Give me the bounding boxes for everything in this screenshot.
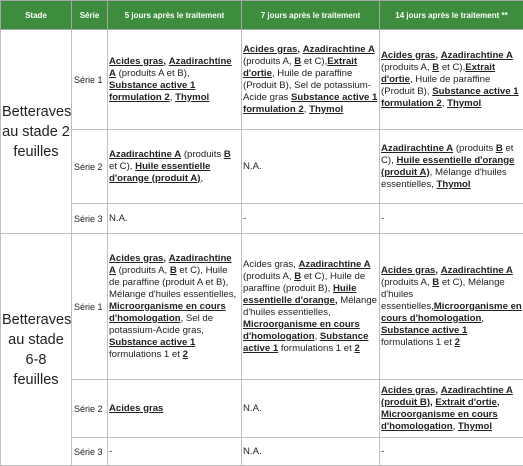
stage-2-feuilles: Betteraves au stade 2 feuilles (1, 30, 72, 234)
treatment-name: Substance active 1 (243, 330, 369, 354)
cell-text: , (200, 172, 204, 184)
cell-s6-j14: - (380, 438, 523, 466)
cell-text: et C), (179, 264, 203, 276)
cell-s3-j5: N.A. (108, 204, 242, 234)
treatment-name: Extrait d'ortie, (435, 396, 500, 408)
treatment-name: Azadirachtine A (302, 43, 375, 55)
cell-text: (produits A et B), (118, 67, 190, 79)
treatment-name: B (495, 142, 503, 154)
treatment-name: Azadirachtine A (109, 148, 182, 160)
cell-s6-j5: - (108, 438, 242, 466)
header-5-jours: 5 jours après le traitement (108, 1, 242, 30)
cell-text: (produits (183, 148, 222, 160)
serie-label: Série 2 (72, 130, 108, 204)
cell-text: (produits A, (381, 61, 430, 73)
table-row (1, 234, 523, 380)
treatment-name: B (294, 270, 302, 282)
treatment-name: Azadirachtine A (109, 55, 232, 79)
table-row (1, 130, 523, 204)
cell-text: et C), (441, 61, 466, 73)
stage-6-8-feuilles: Betteraves au stade 6-8 feuilles (1, 234, 72, 466)
cell-s4-j7 (242, 234, 380, 380)
cell-text: , (409, 73, 416, 85)
treatment-name: Azadirachtine A (440, 264, 513, 276)
treatment-name: Azadirachtine A (381, 142, 454, 154)
cell-s4-j14 (380, 234, 523, 380)
treatment-name: Thymol (447, 97, 482, 109)
cell-s1-j5 (108, 30, 242, 130)
cell-text: Huile de paraffine (produit B), (243, 270, 366, 294)
treatment-name: Thymol (309, 103, 344, 115)
treatment-name: Huile essentielle d'orange (produit A) (109, 160, 211, 184)
treatment-name: Substance active 1 formulation 2 (243, 91, 378, 115)
cell-s2-j5 (108, 130, 242, 204)
cell-s2-j14 (380, 130, 523, 204)
treatment-name: Microorganisme en cours d'homologation (381, 300, 522, 324)
cell-text: Huile de paraffine (Produit B), Sel de potassium-Acide gras (243, 67, 371, 103)
treatment-name: Acides gras (109, 402, 164, 414)
treatment-name: Acides gras, (109, 252, 167, 264)
treatment-name: Acides gras, (381, 264, 439, 276)
cell-s4-j5 (108, 234, 242, 380)
treatment-name: Microorganisme en cours d'homologation (109, 300, 226, 324)
cell-text: , (452, 420, 458, 432)
treatment-name: Acides gras, (381, 384, 439, 396)
treatment-name: Microorganisme en cours d'homologation (243, 318, 360, 342)
cell-s6-j7: N.A. (242, 438, 380, 466)
cell-text: , (429, 166, 436, 178)
treatment-name: Huile essentielle d'orange, (243, 282, 357, 306)
treatment-name: Thymol (457, 420, 493, 432)
header-7-jours: 7 jours après le traitement (242, 1, 380, 30)
serie-label: Série 3 (72, 438, 108, 466)
cell-text: , (441, 97, 448, 109)
cell-text: (produits A, (243, 55, 292, 67)
cell-text: et C), (303, 270, 328, 282)
cell-text: Huile de paraffine (produit A et B), Mélange d'huiles essentielles, (109, 264, 237, 300)
treatment-name: Substance active 1 formulation 2 (381, 85, 519, 109)
cell-text: formulations 1 et (109, 348, 180, 360)
treatment-name: B (169, 264, 177, 276)
cell-text: et C), (441, 276, 466, 288)
cell-text: , Sel de potassium-Acide gras, (109, 312, 214, 336)
treatment-name: 2 (454, 336, 460, 348)
table-row (1, 438, 523, 466)
treatment-name: Thymol (175, 91, 210, 103)
header-serie: Série (72, 1, 108, 30)
treatment-name: Extrait d'ortie (243, 55, 358, 79)
cell-text: , (169, 91, 176, 103)
cell-text: (produits A, (118, 264, 168, 276)
serie-label: Série 1 (72, 234, 108, 380)
treatment-name: Microorganisme en cours d'homologation (381, 408, 498, 432)
treatment-name: Azadirachtine A (109, 252, 232, 276)
treatment-name: B (223, 148, 231, 160)
treatment-name: Azadirachtine A (298, 258, 371, 270)
treatment-name: 2 (182, 348, 188, 360)
cell-s3-j7: - (242, 204, 380, 234)
cell-text: et C), (109, 160, 133, 172)
cell-text: Mélange d'huiles essentielles, (243, 294, 378, 318)
treatment-name: Azadirachtine A (440, 384, 513, 396)
treatment-name: Substance active 1 (109, 336, 196, 348)
cell-s5-j5 (108, 380, 242, 438)
treatment-name: Extrait d'ortie (381, 61, 496, 85)
cell-s1-j14 (380, 30, 523, 130)
cell-text: Mélange d'huiles essentielles, (381, 166, 507, 190)
cell-text: (produits (455, 142, 494, 154)
cell-text: Mélange d'huiles essentielles, (381, 276, 505, 312)
serie-label: Série 3 (72, 204, 108, 234)
treatment-name: Thymol (436, 178, 471, 190)
treatment-name: B (432, 61, 440, 73)
treatment-name: Substance active 1 (381, 324, 468, 336)
treatment-name: B (432, 276, 440, 288)
table-row (1, 380, 523, 438)
cell-text: , (271, 67, 278, 79)
header-row (1, 1, 523, 30)
treatment-name: Acides gras, (381, 49, 439, 61)
treatment-name: Huile essentielle d'orange (produit A) (381, 154, 515, 178)
cell-text: formulations 1 et (280, 342, 352, 354)
treatment-name: B (294, 55, 302, 67)
cell-text: Huile de paraffine (Produit B), (381, 73, 491, 97)
cell-s2-j7: N.A. (242, 130, 380, 204)
serie-label: Série 1 (72, 30, 108, 130)
cell-text: formulations 1 et (381, 336, 452, 348)
cell-text: et C), (303, 55, 328, 67)
cell-s5-j7: N.A. (242, 380, 380, 438)
treatment-name: Acides gras, (109, 55, 167, 67)
cell-s1-j7 (242, 30, 380, 130)
cell-s3-j14: - (380, 204, 523, 234)
treatment-name: Acides gras, (243, 43, 301, 55)
treatment-name: Substance active 1 formulation 2 (109, 79, 196, 103)
table-row (1, 204, 523, 234)
treatment-name: Azadirachtine A (440, 49, 513, 61)
serie-label: Série 2 (72, 380, 108, 438)
cell-text: et C), (381, 142, 514, 166)
header-stade: Stade (1, 1, 72, 30)
cell-text: , (303, 103, 310, 115)
treatment-name: (produit B), (381, 396, 433, 408)
cell-text: , (481, 312, 485, 324)
cell-text: (produits A, (381, 276, 430, 288)
treatment-name: 2 (354, 342, 360, 354)
cell-text: Acides gras, (243, 258, 296, 270)
cell-text: (produits A, (243, 270, 292, 282)
cell-text: , (314, 330, 320, 342)
header-14-jours: 14 jours après le traitement ** (380, 1, 523, 30)
cell-s5-j14 (380, 380, 523, 438)
table-row (1, 30, 523, 130)
